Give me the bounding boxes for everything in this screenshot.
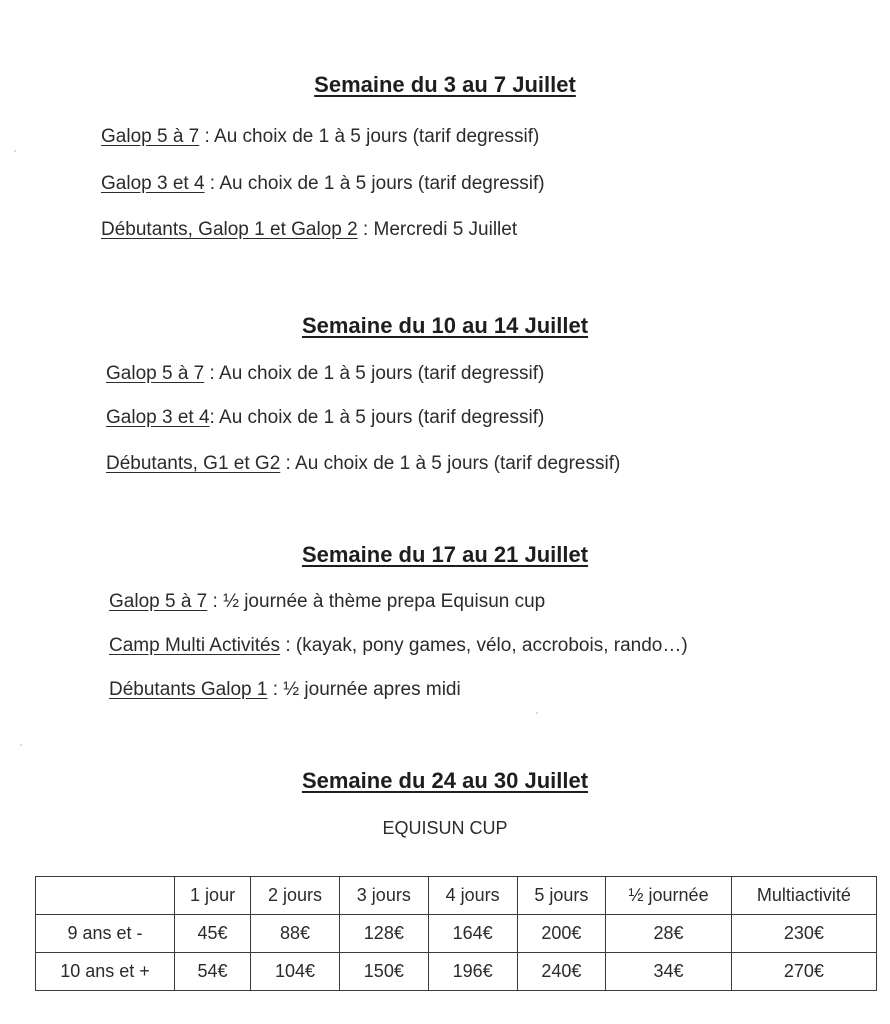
table-row [36,915,877,953]
price-cell: 240€ [517,953,606,991]
week-1-line-2-text: : Au choix de 1 à 5 jours (tarif degressif) [204,173,545,194]
week-2-line-2-label: Galop 3 et 4 [106,407,210,428]
row-label: 9 ans et - [36,915,175,953]
week-1-title: Semaine du 3 au 7 Juillet [314,72,576,97]
week-3-line-3 [109,679,461,701]
price-table-header-row [36,877,877,915]
week-4-title: Semaine du 24 au 30 Juillet [301,768,589,793]
week-1-line-3 [101,219,517,241]
price-cell: 270€ [731,953,876,991]
price-cell: 150€ [339,953,428,991]
week-3-line-2-text: : (kayak, pony games, vélo, accrobois, rando…) [280,635,688,656]
price-cell: 128€ [339,915,428,953]
header-multiactivite: Multiactivité [731,877,876,915]
week-2-line-3 [106,453,620,475]
header-4-jours: 4 jours [428,877,517,915]
header-demi-journee: ½ journée [606,877,731,915]
week-2-line-1-label: Galop 5 à 7 [106,363,205,384]
price-cell: 54€ [175,953,251,991]
scan-speck [14,150,16,152]
price-cell: 230€ [731,915,876,953]
price-cell: 200€ [517,915,606,953]
week-3-line-2 [109,635,688,657]
price-cell: 196€ [428,953,517,991]
header-3-jours: 3 jours [339,877,428,915]
header-5-jours: 5 jours [517,877,606,915]
week-3-line-1 [109,591,545,613]
week-2-line-2-text: : Au choix de 1 à 5 jours (tarif degressif) [209,407,545,428]
row-label: 10 ans et + [36,953,175,991]
week-3-line-3-label: Débutants Galop 1 [109,679,268,700]
price-cell: 88€ [251,915,340,953]
week-1-line-1 [101,126,539,148]
week-1-line-1-label: Galop 5 à 7 [101,126,200,147]
week-3-line-1-text: : ½ journée à thème prepa Equisun cup [207,591,546,612]
week-1-line-1-text: : Au choix de 1 à 5 jours (tarif degressif) [199,126,540,147]
week-1-line-2-label: Galop 3 et 4 [101,173,205,194]
header-2-jours: 2 jours [251,877,340,915]
price-cell: 164€ [428,915,517,953]
equisun-cup-subtitle: EQUISUN CUP [382,818,508,838]
price-table-corner [36,877,175,915]
scan-speck [536,712,538,714]
week-2-line-3-label: Débutants, G1 et G2 [106,453,281,474]
week-2-line-1 [106,363,544,385]
header-1-jour: 1 jour [175,877,251,915]
week-1-line-3-label: Débutants, Galop 1 et Galop 2 [101,219,358,240]
price-cell: 28€ [606,915,731,953]
week-3-line-1-label: Galop 5 à 7 [109,591,208,612]
week-1-line-3-text: : Mercredi 5 Juillet [357,219,518,240]
price-cell: 104€ [251,953,340,991]
week-3-line-3-text: : ½ journée apres midi [267,679,461,700]
price-cell: 34€ [606,953,731,991]
scan-speck [20,744,22,746]
week-2-line-3-text: : Au choix de 1 à 5 jours (tarif degressif) [280,453,621,474]
week-2-title: Semaine du 10 au 14 Juillet [301,313,589,338]
table-row [36,953,877,991]
week-2-line-2 [106,407,544,429]
price-cell: 45€ [175,915,251,953]
week-3-title: Semaine du 17 au 21 Juillet [301,542,589,567]
week-3-line-2-label: Camp Multi Activités [109,635,281,656]
week-2-line-1-text: : Au choix de 1 à 5 jours (tarif degressif) [204,363,545,384]
price-table [35,876,877,991]
week-1-line-2 [101,173,545,195]
